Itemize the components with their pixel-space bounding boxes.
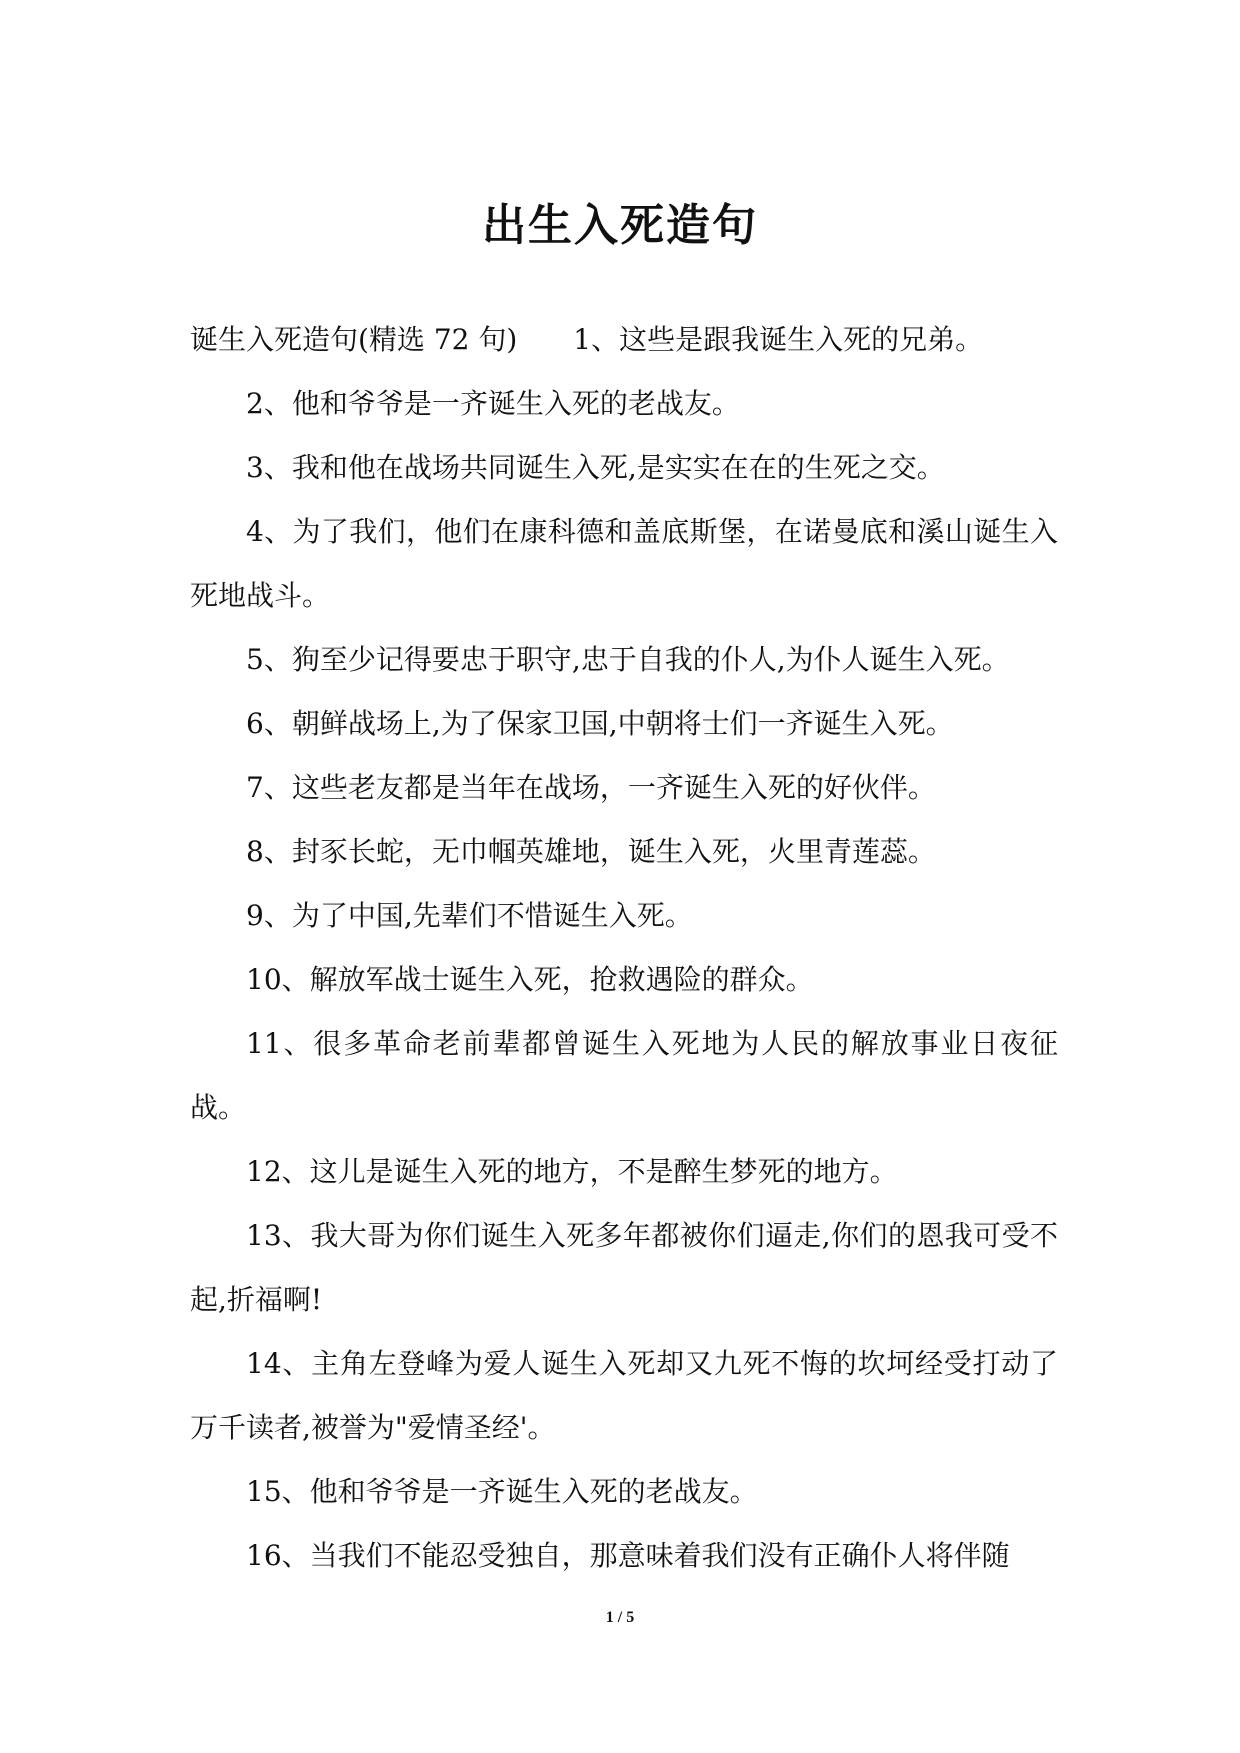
list-item-11: 11、很多革命老前辈都曾诞生入死地为人民的解放事业日夜征战。: [190, 1027, 1058, 1124]
intro-paragraph: [190, 308, 1058, 372]
list-item-13: 13、我大哥为你们诞生入死多年都被你们逼走,你们的恩我可受不起,折福啊!: [190, 1219, 1058, 1316]
list-item-4: 4、为了我们，他们在康科德和盖底斯堡，在诺曼底和溪山诞生入死地战斗。: [190, 515, 1058, 612]
list-item-8: 8、封豕长蛇，无巾帼英雄地，诞生入死，火里青莲蕊。: [246, 835, 936, 868]
list-item-14: 14、主角左登峰为爱人诞生入死却又九死不悔的坎坷经受打动了万千读者,被誉为"爱情圣经'。: [190, 1347, 1058, 1444]
list-item-1: 1、这些是跟我诞生入死的兄弟。: [573, 323, 984, 356]
page-title: 出生入死造句: [482, 200, 758, 251]
list-item-12: 12、这儿是诞生入死的地方，不是醉生梦死的地方。: [246, 1155, 898, 1188]
document-body: [190, 308, 1058, 1588]
intro-text: 诞生入死造句(精选 72 句): [190, 323, 518, 356]
list-item-2: 2、他和爷爷是一齐诞生入死的老战友。: [246, 387, 740, 420]
list-item-6: 6、朝鲜战场上,为了保家卫国,中朝将士们一齐诞生入死。: [246, 707, 954, 740]
list-item-10: 10、解放军战士诞生入死，抢救遇险的群众。: [246, 963, 814, 996]
page-number: 1 / 5: [605, 1609, 635, 1626]
list-item-7: 7、这些老友都是当年在战场，一齐诞生入死的好伙伴。: [246, 771, 936, 804]
list-item-9: 9、为了中国,先辈们不惜诞生入死。: [246, 899, 693, 932]
list-item-15: 15、他和爷爷是一齐诞生入死的老战友。: [246, 1475, 758, 1508]
list-item-5: 5、狗至少记得要忠于职守,忠于自我的仆人,为仆人诞生入死。: [246, 643, 1010, 676]
list-item-16: 16、当我们不能忍受独自，那意味着我们没有正确仆人将伴随: [246, 1539, 1010, 1572]
list-item-3: 3、我和他在战场共同诞生入死,是实实在在的生死之交。: [246, 451, 945, 484]
